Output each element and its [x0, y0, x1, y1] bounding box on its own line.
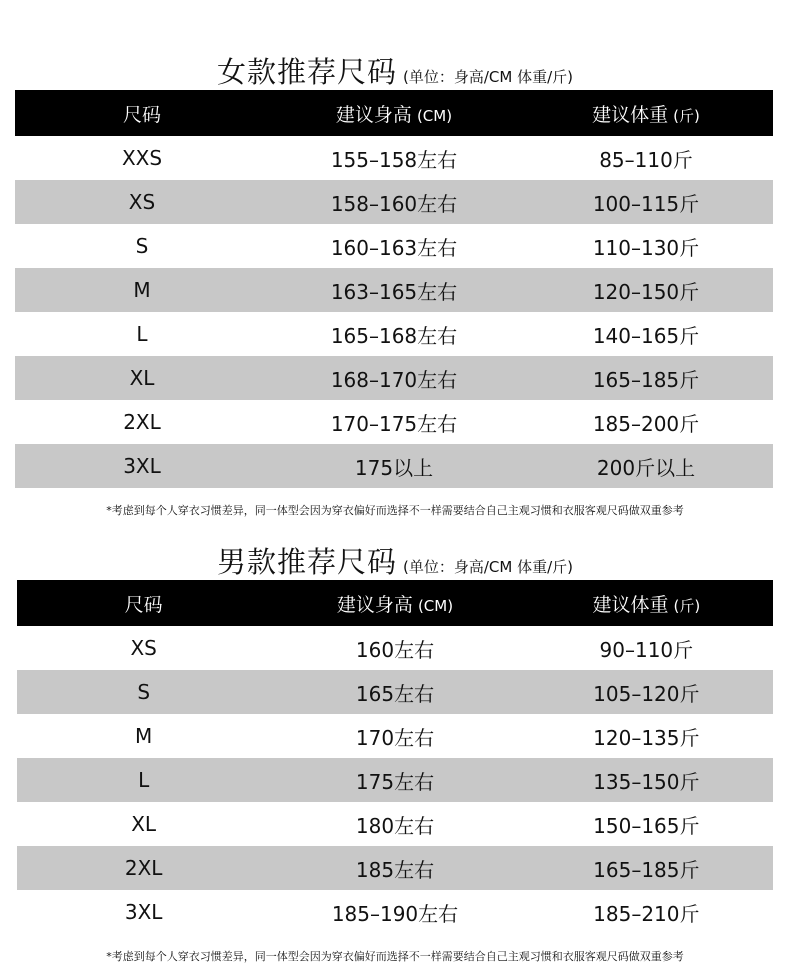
size-cell: S	[135, 234, 149, 258]
header-weight	[519, 100, 773, 127]
weight-cell: 105–120斤	[593, 681, 700, 706]
table-row	[17, 626, 773, 670]
height-cell: 175以上	[354, 455, 434, 480]
height-cell: 165–168左右	[330, 323, 458, 348]
height-cell: 170–175左右	[330, 411, 458, 436]
table-row	[15, 136, 773, 180]
men-title-row	[0, 540, 790, 581]
header-height-label: 建议身高	[335, 103, 412, 126]
height-cell: 160–163左右	[330, 235, 458, 260]
women-title-row	[0, 50, 790, 91]
weight-cell: 85–110斤	[599, 147, 693, 172]
size-cell: XL	[131, 812, 157, 836]
header-height-unit: (CM)	[416, 106, 453, 125]
weight-cell: 200斤以上	[596, 455, 696, 480]
height-cell: 158–160左右	[330, 191, 458, 216]
weight-cell: 120–150斤	[592, 279, 700, 304]
table-row	[15, 356, 773, 400]
header-height-unit: (CM)	[417, 596, 454, 615]
header-weight-label: 建议体重	[592, 593, 669, 616]
table-row	[17, 714, 773, 758]
table-row	[15, 268, 773, 312]
weight-cell: 150–165斤	[593, 813, 700, 838]
weight-cell: 110–130斤	[592, 235, 700, 260]
header-size: 尺码	[124, 593, 163, 616]
size-cell: L	[138, 768, 150, 792]
women-size-table	[15, 90, 773, 488]
header-weight-unit: (斤)	[673, 106, 700, 125]
weight-cell: 165–185斤	[593, 857, 700, 882]
header-weight-label: 建议体重	[592, 103, 669, 126]
height-cell: 170左右	[355, 725, 435, 750]
weight-cell: 90–110斤	[599, 637, 694, 662]
men-unit-note: (单位：身高/CM 体重/斤)	[403, 558, 573, 576]
men-footnote: *考虑到每个人穿衣习惯差异，同一体型会因为穿衣偏好而选择不一样需要结合自己主观习惯和衣服客观尺码做双重参考	[106, 950, 684, 963]
weight-cell: 185–210斤	[593, 901, 700, 926]
weight-cell: 135–150斤	[593, 769, 700, 794]
header-weight	[520, 590, 773, 617]
table-row	[15, 444, 773, 488]
table-row	[17, 758, 773, 802]
header-size: 尺码	[122, 103, 161, 126]
size-cell: L	[136, 322, 148, 346]
height-cell: 155–158左右	[330, 147, 458, 172]
height-cell: 185–190左右	[331, 901, 459, 926]
header-height	[269, 100, 519, 127]
size-cell: M	[135, 724, 153, 748]
size-cell: XS	[130, 636, 157, 660]
men-table-body	[17, 626, 773, 934]
weight-cell: 100–115斤	[592, 191, 700, 216]
women-table-header	[15, 90, 773, 136]
table-row	[17, 670, 773, 714]
size-cell: XXS	[121, 146, 163, 170]
weight-cell: 185–200斤	[592, 411, 700, 436]
table-row	[15, 224, 773, 268]
height-cell: 175左右	[355, 769, 435, 794]
height-cell: 160左右	[355, 637, 435, 662]
height-cell: 185左右	[355, 857, 435, 882]
size-cell: S	[137, 680, 151, 704]
size-cell: 2XL	[124, 856, 163, 880]
men-table-header	[17, 580, 773, 626]
weight-cell: 165–185斤	[592, 367, 700, 392]
men-size-table	[17, 580, 773, 934]
height-cell: 163–165左右	[330, 279, 458, 304]
table-row	[15, 180, 773, 224]
size-cell: XL	[129, 366, 155, 390]
header-height-label: 建议身高	[336, 593, 413, 616]
table-row	[15, 400, 773, 444]
men-title: 男款推荐尺码	[216, 545, 397, 579]
women-unit-note: (单位：身高/CM 体重/斤)	[403, 68, 573, 86]
table-row	[17, 890, 773, 934]
size-cell: 3XL	[124, 900, 163, 924]
height-cell: 165左右	[355, 681, 435, 706]
size-cell: 3XL	[123, 454, 161, 478]
header-weight-unit: (斤)	[673, 596, 701, 615]
table-row	[15, 312, 773, 356]
height-cell: 180左右	[355, 813, 435, 838]
table-row	[17, 846, 773, 890]
women-footnote: *考虑到每个人穿衣习惯差异，同一体型会因为穿衣偏好而选择不一样需要结合自己主观习惯和衣服客观尺码做双重参考	[106, 504, 684, 517]
size-cell: XS	[128, 190, 156, 214]
header-height	[270, 590, 519, 617]
weight-cell: 140–165斤	[592, 323, 700, 348]
size-cell: M	[133, 278, 151, 302]
women-title: 女款推荐尺码	[216, 55, 397, 89]
size-cell: 2XL	[123, 410, 161, 434]
height-cell: 168–170左右	[330, 367, 458, 392]
table-row	[17, 802, 773, 846]
weight-cell: 120–135斤	[593, 725, 700, 750]
women-table-body	[15, 136, 773, 488]
